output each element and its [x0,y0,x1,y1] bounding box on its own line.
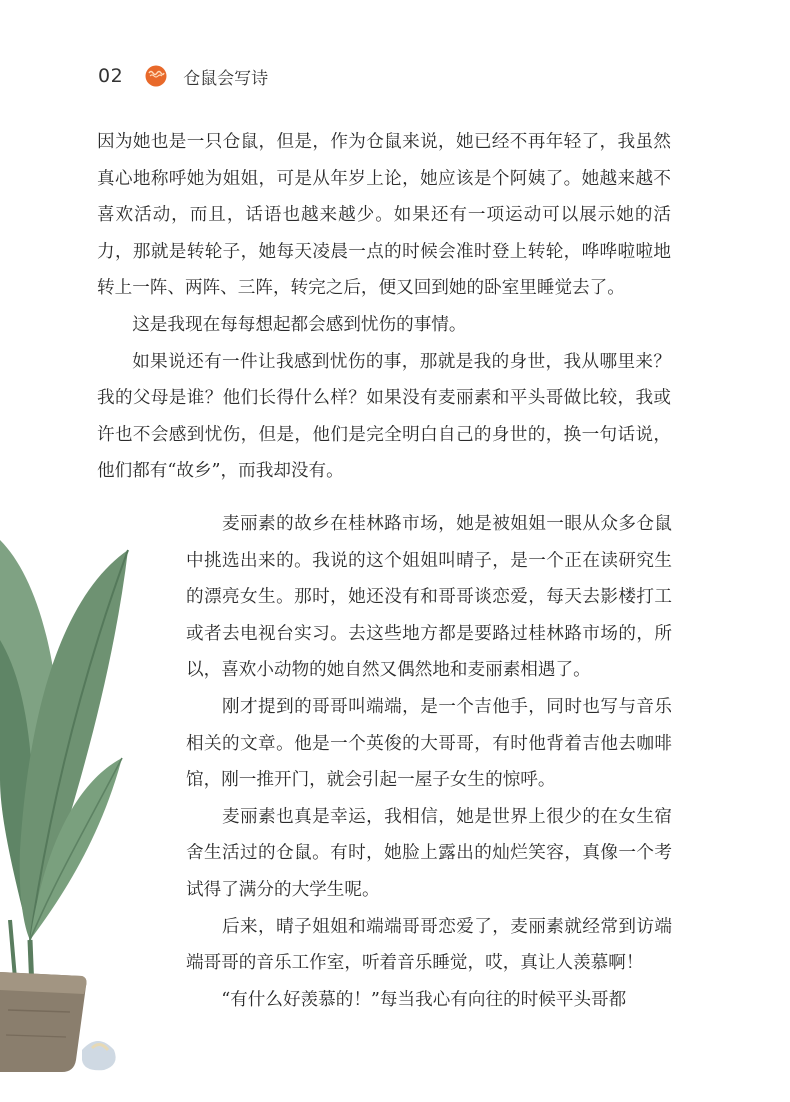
paragraph: 麦丽素的故乡在桂林路市场，她是被姐姐一眼从众多仓鼠中挑选出来的。我说的这个姐姐叫晴子，是一个正在读研究生的漂亮女生。那时，她还没有和哥哥谈恋爱，每天去影楼打工或者去电视台实习。去这些地方都是要路过桂林路市场的，所以，喜欢小动物的她自然又偶然地和麦丽素相遇了。 [186,514,672,681]
paragraph: 如果说还有一件让我感到忧伤的事，那就是我的身世，我从哪里来？我的父母是谁？他们长得什么样？如果没有麦丽素和平头哥做比较，我或许也不会感到忧伤，但是，他们是完全明白自己的身世的，换一句话说，他们都有“故乡”，而我却没有。 [97,351,671,482]
page-number: 02 [98,65,124,87]
paragraph: 后来，晴子姐姐和端端哥哥恋爱了，麦丽素就经常到访端端哥哥的音乐工作室，听着音乐睡觉，哎，真让人羡慕啊！ [186,916,672,974]
orange-circle-logo-icon [145,65,167,87]
paragraph: 因为她也是一只仓鼠，但是，作为仓鼠来说，她已经不再年轻了，我虽然真心地称呼她为姐姐，可是从年岁上论，她应该是个阿姨了。她越来越不喜欢活动，而且，话语也越来越少。如果还有一项运动可以展示她的活力，那就是转轮子，她每天凌晨一点的时候会准时登上转轮，哗哗啦啦地转上一阵、两阵、三阵，转完之后，便又回到她的卧室里睡觉去了。 [97,132,671,299]
potted-plant-illustration-icon [0,520,140,1102]
paragraph: 麦丽素也真是幸运，我相信，她是世界上很少的在女生宿舍生活过的仓鼠。有时，她脸上露出的灿烂笑容，真像一个考试得了满分的大学生呢。 [186,806,672,900]
body-text-narrow [186,506,672,1018]
body-text-wide [97,124,671,490]
paragraph: “有什么好羡慕的！”每当我心有向往的时候平头哥都 [186,989,627,1010]
paragraph: 刚才提到的哥哥叫端端，是一个吉他手，同时也写与音乐相关的文章。他是一个英俊的大哥哥，有时他背着吉他去咖啡馆，刚一推开门，就会引起一屋子女生的惊呼。 [186,696,672,791]
book-title: 仓鼠会写诗 [183,68,269,89]
page-header [98,62,268,90]
paragraph: 这是我现在每每想起都会感到忧伤的事情。 [132,314,467,335]
